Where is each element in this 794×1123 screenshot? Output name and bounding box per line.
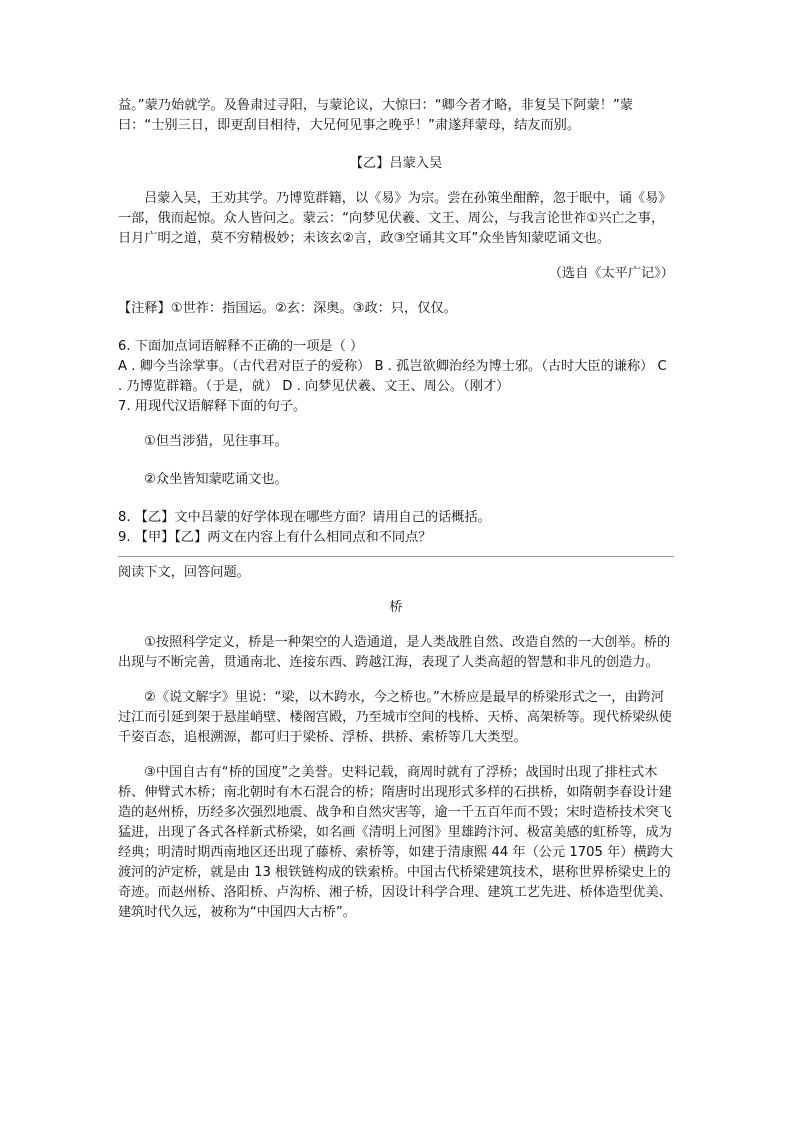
question-7-sentence-1: ①但当涉猎，见往事耳。 — [144, 434, 288, 449]
passage-yi-text: 吕蒙入吴，王劝其学。乃博览群籍，以《易》为宗。尝在孙策坐酣醉，忽于眠中，诵《易》一部，俄而起惊。众人皆问之。蒙云：“向梦见伏羲、文王、周公，与我言论世祚①兴亡之事，日月广明之道，莫不穷精极妙；未该玄②言，政③空诵其文耳”众坐皆知蒙呓诵文也。 — [118, 191, 672, 246]
document-page — [118, 96, 674, 923]
section-divider — [118, 556, 674, 557]
passage-yi-title: 【乙】吕蒙入吴 — [349, 156, 443, 171]
question-7: 7. 用现代汉语解释下面的句子。 — [118, 399, 307, 414]
question-8: 8. 【乙】文中吕蒙的好学体现在哪些方面？请用自己的话概括。 — [118, 510, 491, 525]
article-paragraph-3: ③中国自古有“桥的国度”之美誉。史料记载，商周时就有了浮桥；战国时出现了排柱式木桥、伸臂式木桥；南北朝时有木石混合的桥；隋唐时出现形式多样的石拱桥，如隋朝李春设计建造的赵州桥，历经多次强烈地震、战争和自然灾害等，逾一千五百年而不毁；宋时造桥技术突飞猛进，出现了各式各样新式桥梁，如名画《清明上河图》里雄跨汴河、极富美感的虹桥等，成为经典；明清时期西南地区还出现了藤桥、索桥等，如建于清康熙 44 年（公元 1705 年）横跨大渡河的泸定桥，就是由 13 根铁链构成的铁索桥。中国古代桥梁建筑技术，堪称世界桥梁史上的奇迹。而赵州桥、洛阳桥、卢沟桥、湘子桥，因设计科学合理、建筑工艺先进、桥体造型优美、建筑时代久远，被称为“中国四大古桥”。 — [118, 765, 674, 920]
question-7-sentence-2: ②众坐皆知蒙呓诵文也。 — [144, 472, 288, 487]
article-paragraph-2: ②《说文解字》里说：“梁，以木跨水，今之桥也。”木桥应是最早的桥梁形式之一，由跨河过江而引延到架于悬崖峭壁、楼阁宫殿，乃至城市空间的栈桥、天桥、高架桥等。现代桥梁纵使千姿百态，追根溯源，都可归于梁桥、浮桥、拱桥、索桥等几大类型。 — [118, 690, 672, 745]
passage-jia-continuation: 益。”蒙乃始就学。及鲁肃过寻阳，与蒙论议，大惊曰：“卿今者才略，非复吴下阿蒙！”蒙曰：“士别三日，即更刮目相待，大兄何见事之晚乎！”肃遂拜蒙母，结友而别。 — [118, 98, 634, 133]
reading-instruction: 阅读下文，回答问题。 — [118, 565, 250, 580]
article-paragraph-1: ①按照科学定义，桥是一种架空的人造通道，是人类战胜自然、改造自然的一大创举。桥的出现与不断完善，贯通南北、连接东西、跨越江海，表现了人类高超的智慧和非凡的创造力。 — [118, 635, 671, 670]
question-6-options: A . 卿今当涂掌事。（古代君对臣子的爱称） B . 孤岂欲卿治经为博士邪。（古时大臣的谦称） C . 乃博览群籍。（于是，就） D . 向梦见伏羲、文王、周公。（刚才） — [118, 359, 667, 394]
question-6: 6. 下面加点词语解释不正确的一项是（ ） — [118, 339, 364, 354]
article-title: 桥 — [389, 600, 403, 615]
question-9: 9. 【甲】【乙】两文在内容上有什么相同点和不同点？ — [118, 530, 432, 545]
passage-source: （选自《太平广记》） — [548, 266, 674, 281]
annotation-notes: 【注释】①世祚：指国运。②玄：深奥。③政：只，仅仅。 — [118, 301, 457, 316]
